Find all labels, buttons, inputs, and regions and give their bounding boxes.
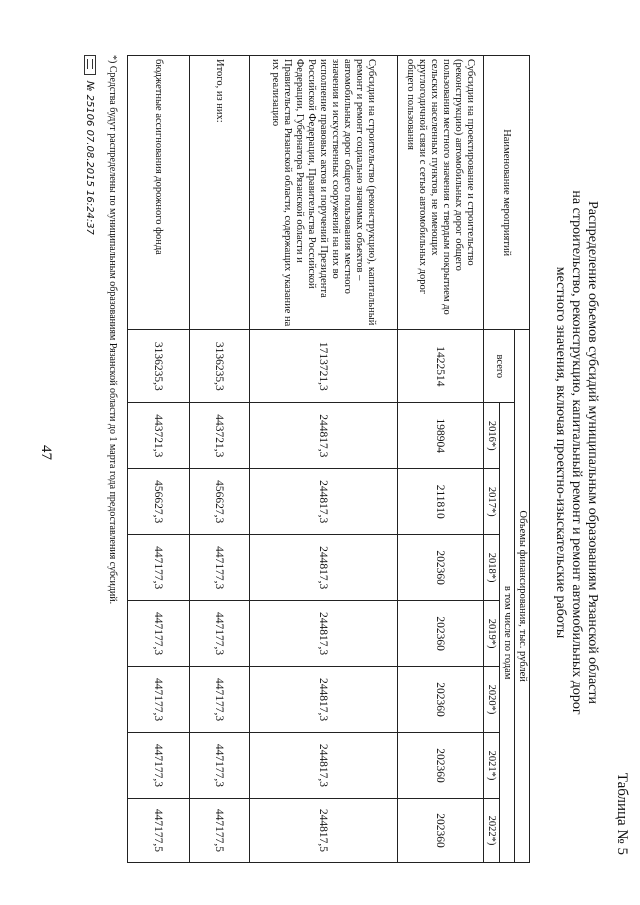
- row-value: 447177,3: [190, 667, 250, 733]
- volume-header: Объемы финансирования, тыс. рублей: [515, 330, 530, 863]
- row-value: 447177,3: [190, 601, 250, 667]
- row-value: 447177,3: [190, 535, 250, 601]
- row-value: 447177,3: [128, 535, 190, 601]
- row-value: 244817,5: [250, 798, 398, 862]
- row-value: 447177,3: [128, 733, 190, 799]
- row-value: 244817,3: [250, 667, 398, 733]
- subsidy-table: [127, 55, 530, 863]
- table-row: [250, 56, 398, 863]
- col-name-header: Наименование мероприятий: [484, 56, 530, 330]
- row-total: 3136235,3: [128, 330, 190, 403]
- row-value: 447177,3: [190, 733, 250, 799]
- title-line: на строительство, реконструкцию, капитальный ремонт и ремонт автомобильных дорог: [569, 190, 584, 715]
- row-name: бюджетные ассигнования дорожного фонда: [128, 56, 190, 330]
- document-title: [552, 60, 600, 845]
- table-label: Таблица № 5: [614, 772, 630, 855]
- table-row: [398, 56, 484, 863]
- year-header: 2021*): [484, 733, 500, 799]
- row-value: 244817,3: [250, 733, 398, 799]
- row-total: 3136235,3: [190, 330, 250, 403]
- registration-stamp: [84, 55, 96, 235]
- row-name: Субсидии на проектирование и строительство (реконструкцию) автомобильных дорог общего пользования местного значения с твердым покрытием до сельских населенных пунктов, не имеющих круглогодичной связи с сетью автомобильных дорог общего пользования: [398, 56, 484, 330]
- row-value: 447177,3: [128, 667, 190, 733]
- total-header: всего: [484, 330, 515, 403]
- footnote: *) Средства будут распределены по муниципальным образованиям Рязанской области до 1 марта года предоставления субсидий.: [107, 55, 118, 605]
- row-value: 447177,5: [128, 798, 190, 862]
- year-header: 2018*): [484, 535, 500, 601]
- row-value: 202360: [398, 601, 484, 667]
- row-value: 202360: [398, 798, 484, 862]
- row-value: 198904: [398, 403, 484, 469]
- row-value: 244817,3: [250, 601, 398, 667]
- row-total: 1713721,3: [250, 330, 398, 403]
- year-header: 2016*): [484, 403, 500, 469]
- row-value: 447177,3: [128, 601, 190, 667]
- row-value: 244817,3: [250, 469, 398, 535]
- title-line: Распределение объемов субсидий муниципальным образованиям Рязанской области: [585, 201, 600, 704]
- year-header: 2020*): [484, 667, 500, 733]
- row-name: Субсидии на строительство (реконструкцию), капитальный ремонт и ремонт социально значимых объектов – автомобильных дорог общего пользования местного значения и искусственных сооружений на них во исполнение правовых актов и поручений Президента Российской Федерации, Правительства Российской Федерации, Губернатора Рязанской области и Правительства Рязанской области, содержащих указание на их реализацию: [250, 56, 398, 330]
- row-value: 211810: [398, 469, 484, 535]
- row-value: 202360: [398, 535, 484, 601]
- row-value: 443721,3: [190, 403, 250, 469]
- row-name: Итого, из них:: [190, 56, 250, 330]
- row-value: 202360: [398, 667, 484, 733]
- title-line: местного значения, включая проектно-изыскательские работы: [553, 266, 568, 639]
- row-value: 447177,5: [190, 798, 250, 862]
- row-value: 456627,3: [190, 469, 250, 535]
- row-value: 456627,3: [128, 469, 190, 535]
- year-header: 2022*): [484, 798, 500, 862]
- row-value: 244817,3: [250, 535, 398, 601]
- row-value: 443721,3: [128, 403, 190, 469]
- row-value: 244817,3: [250, 403, 398, 469]
- row-value: 202360: [398, 733, 484, 799]
- year-header: 2017*): [484, 469, 500, 535]
- year-header: 2019*): [484, 601, 500, 667]
- stamp-text: № 25106 07.08.2015 16:24:37: [84, 81, 95, 235]
- table-row: [128, 56, 190, 863]
- by-year-header: в том числе по годам: [500, 403, 515, 863]
- page-number: 47: [38, 445, 54, 460]
- stamp-logo-icon: [84, 55, 96, 75]
- row-total: 1422514: [398, 330, 484, 403]
- table-row: [190, 56, 250, 863]
